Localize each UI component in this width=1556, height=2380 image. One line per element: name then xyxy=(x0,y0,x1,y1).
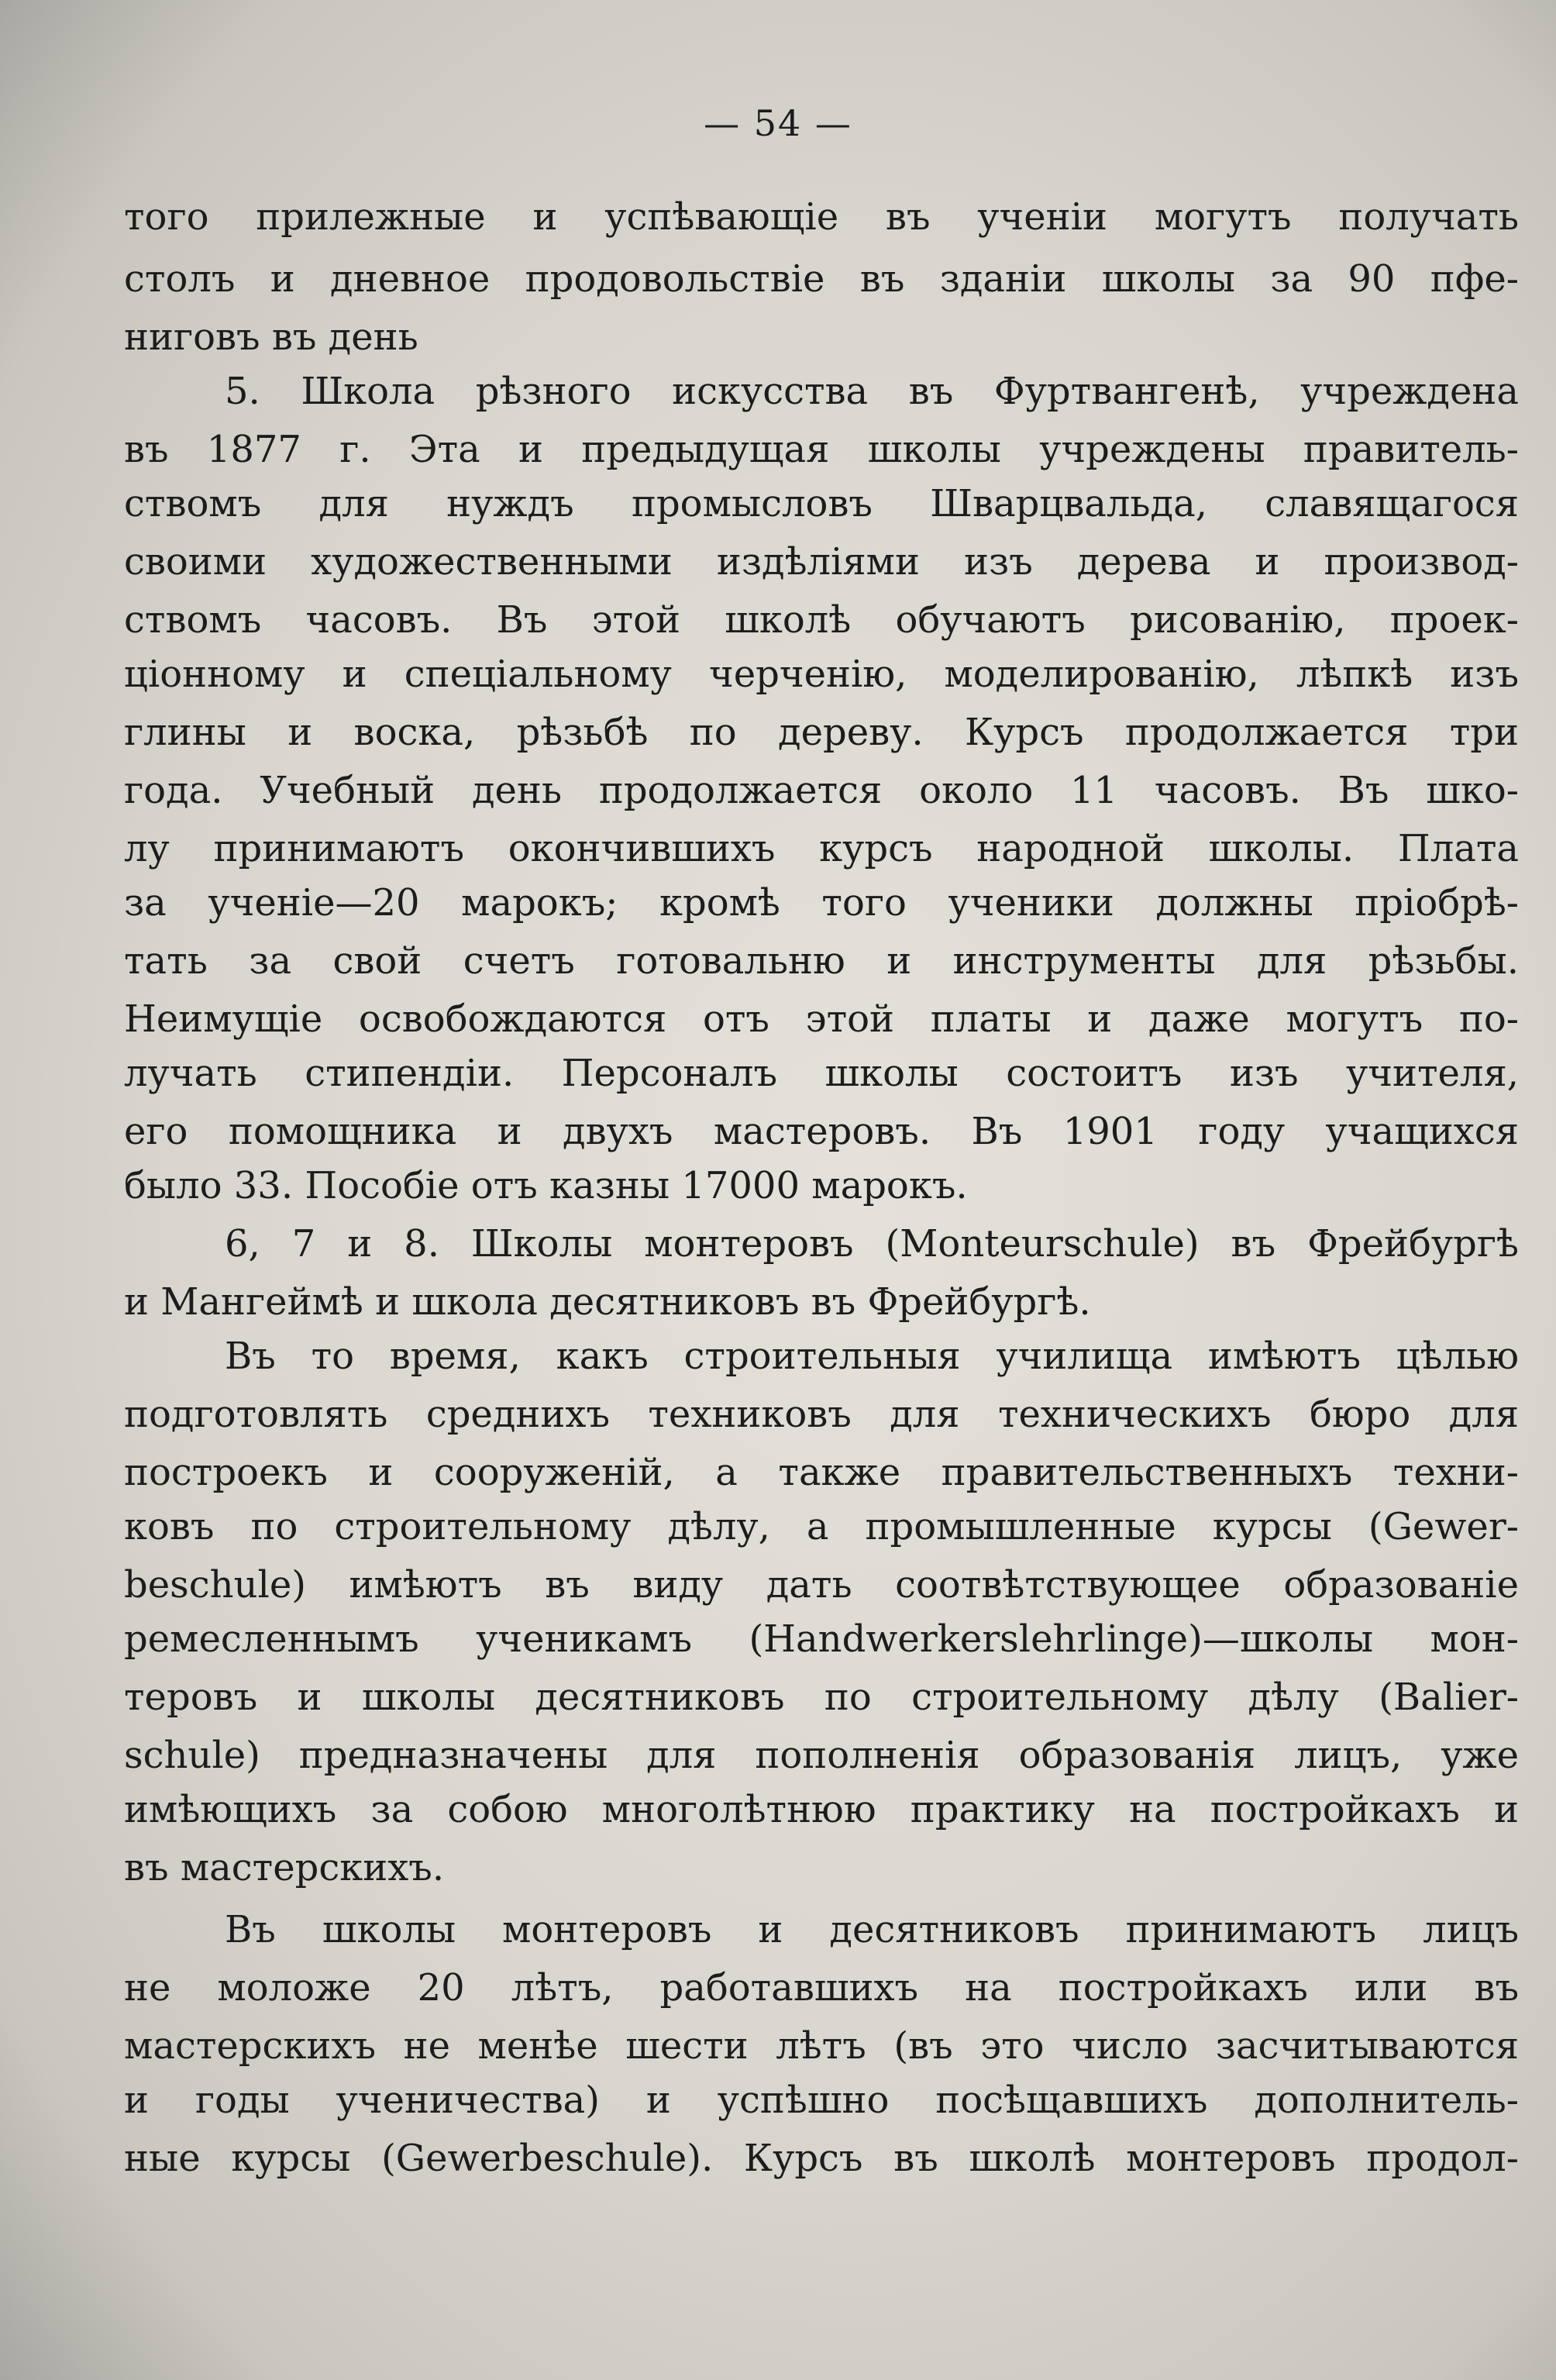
text-line: тать за свой счетъ готовальню и инструменты для рѣзьбы. xyxy=(124,939,1519,983)
page-number: — 54 — xyxy=(704,102,852,144)
text-line: и годы ученичества) и успѣшно посѣщавшихъ дополнитель- xyxy=(124,2079,1519,2122)
text-line: глины и воска, рѣзьбѣ по дереву. Курсъ продолжается три xyxy=(124,711,1519,754)
text-line: ные курсы (Gewerbeschule). Курсъ въ школѣ монтеровъ продол- xyxy=(124,2137,1519,2180)
text-line: не моложе 20 лѣтъ, работавшихъ на постройкахъ или въ xyxy=(124,1966,1519,2010)
text-line: столъ и дневное продовольствіе въ зданіи школы за 90 пфе- xyxy=(124,257,1519,301)
text-line: лу принимаютъ окончившихъ курсъ народной школы. Плата xyxy=(124,827,1519,870)
text-line: мастерскихъ не менѣе шести лѣтъ (въ это число засчитываются xyxy=(124,2024,1519,2068)
text-line: ремесленнымъ ученикамъ (Handwerkerslehrlinge)—школы мон- xyxy=(124,1617,1519,1661)
text-line: того прилежные и успѣвающіе въ ученіи могутъ получать xyxy=(124,195,1519,239)
text-line: было 33. Пособіе отъ казны 17000 марокъ. xyxy=(124,1164,968,1207)
text-line: schule) предназначены для пополненія образованія лицъ, уже xyxy=(124,1734,1519,1777)
text-line: 6, 7 и 8. Школы монтеровъ (Monteurschule) въ Фрейбургѣ xyxy=(225,1222,1519,1266)
text-line: ниговъ въ день xyxy=(124,315,418,359)
text-line: имѣющихъ за собою многолѣтнюю практику на постройкахъ и xyxy=(124,1788,1519,1831)
text-line: построекъ и сооруженій, а также правительственныхъ техни- xyxy=(124,1451,1519,1494)
text-line: ствомъ для нуждъ промысловъ Шварцвальда, славящагося xyxy=(124,482,1519,525)
text-line: ковъ по строительному дѣлу, а промышленные курсы (Gewer- xyxy=(124,1505,1519,1548)
text-line: въ мастерскихъ. xyxy=(124,1846,445,1889)
text-line: и Мангеймѣ и школа десятниковъ въ Фрейбургѣ. xyxy=(124,1280,1091,1324)
text-line: Въ школы монтеровъ и десятниковъ принимаютъ лицъ xyxy=(225,1908,1519,1951)
text-line: въ 1877 г. Эта и предыдущая школы учреждены правитель- xyxy=(124,428,1519,471)
text-line: Неимущіе освобождаются отъ этой платы и даже могутъ по- xyxy=(124,997,1519,1041)
text-line: beschule) имѣютъ въ виду дать соотвѣтствующее образованіе xyxy=(124,1563,1519,1607)
text-line: его помощника и двухъ мастеровъ. Въ 1901 году учащихся xyxy=(124,1110,1519,1153)
text-line: ствомъ часовъ. Въ этой школѣ обучаютъ рисованію, проек- xyxy=(124,598,1519,642)
text-line: теровъ и школы десятниковъ по строительному дѣлу (Balier- xyxy=(124,1676,1519,1719)
text-line: подготовлять среднихъ техниковъ для техническихъ бюро для xyxy=(124,1393,1519,1436)
text-line: своими художественными издѣліями изъ дерева и производ- xyxy=(124,540,1519,584)
text-line: 5. Школа рѣзного искусства въ Фуртвангенѣ, учреждена xyxy=(225,370,1519,413)
text-line: Въ то время, какъ строительныя училища имѣютъ цѣлью xyxy=(225,1335,1519,1378)
text-line: ціонному и спеціальному черченію, моделированію, лѣпкѣ изъ xyxy=(124,653,1519,696)
text-line: лучать стипендіи. Персоналъ школы состоитъ изъ учителя, xyxy=(124,1052,1519,1095)
text-line: года. Учебный день продолжается около 11 часовъ. Въ шко- xyxy=(124,769,1519,812)
text-line: за ученіе—20 марокъ; кромѣ того ученики должны пріобрѣ- xyxy=(124,881,1519,925)
